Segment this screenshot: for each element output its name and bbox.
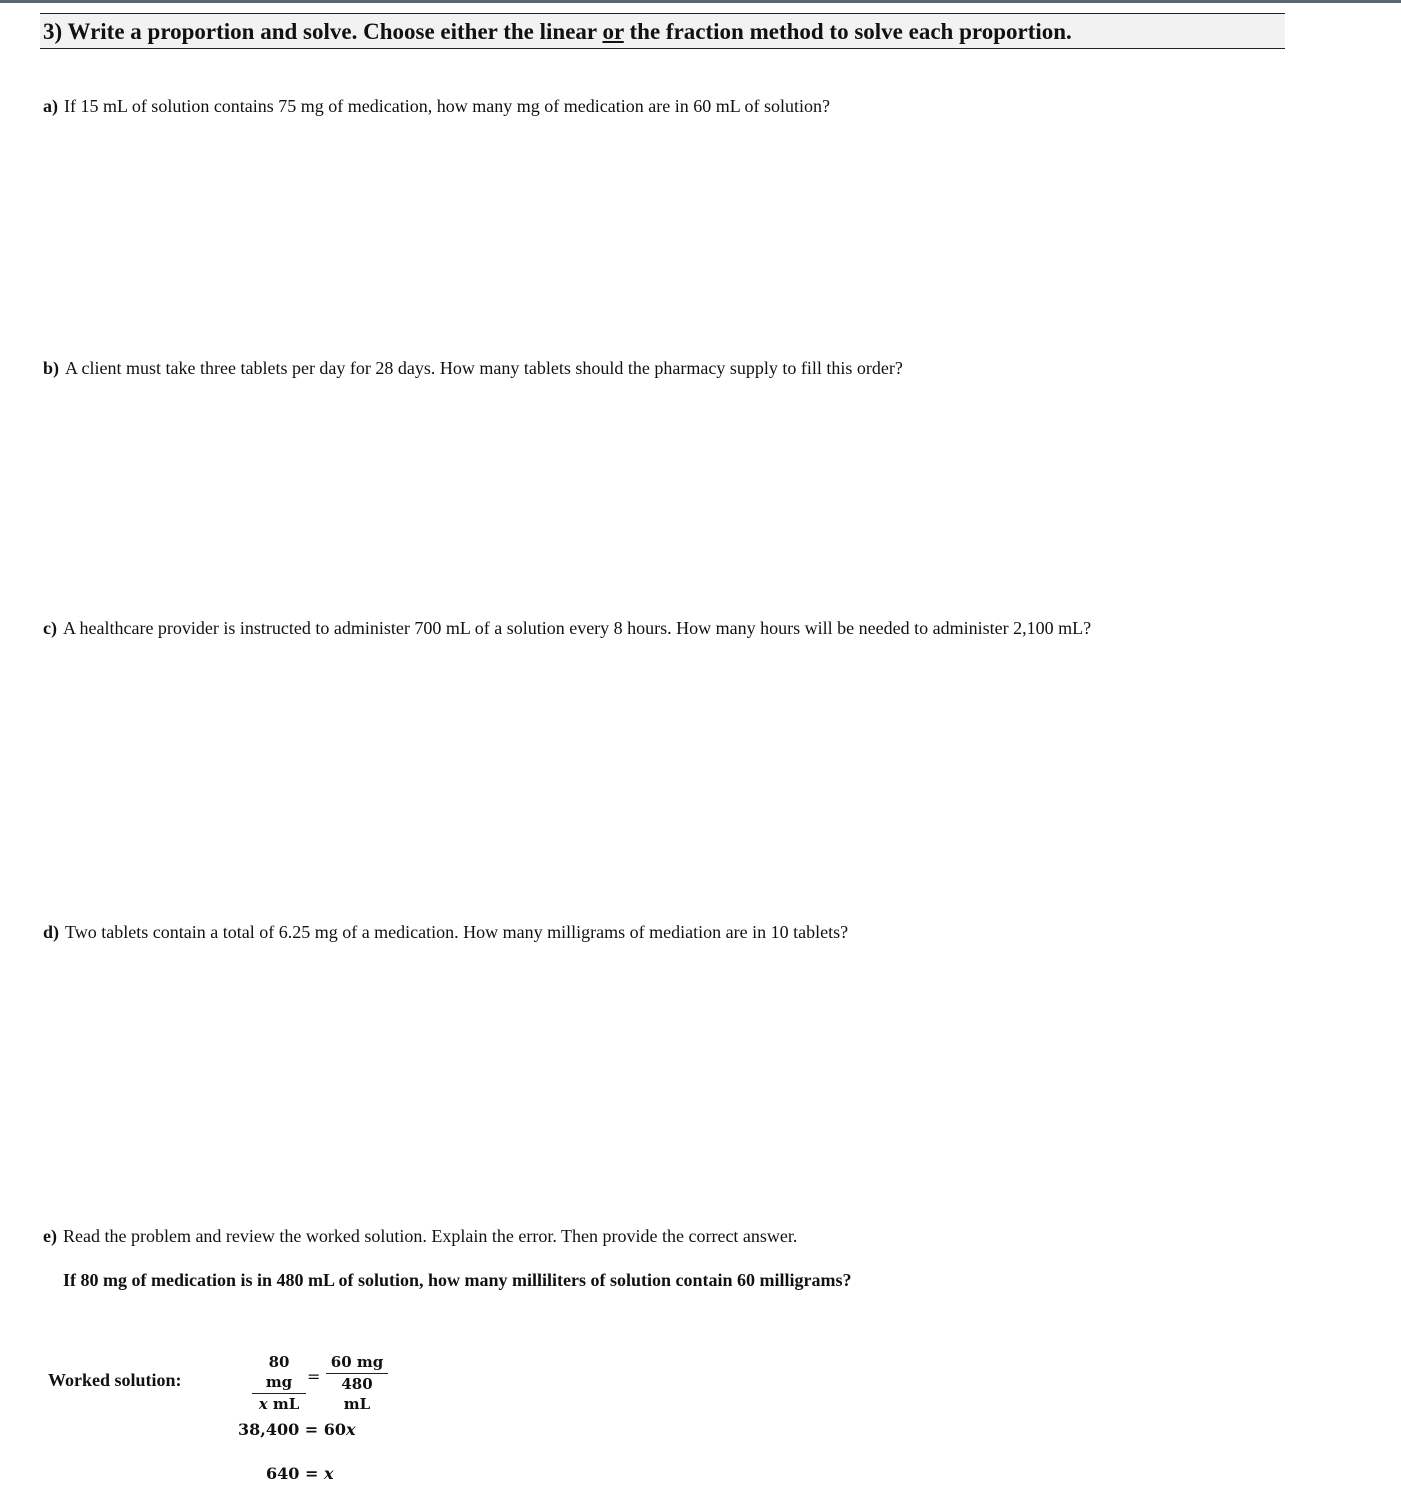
section-title-start: 3) Write a proportion and solve. Choose either the linear [43, 19, 603, 44]
section-title-end: the fraction method to solve each proportion. [623, 19, 1072, 44]
question-a-text: If 15 mL of solution contains 75 mg of medication, how many mg of medication are in 60 mL of solution? [64, 96, 831, 116]
section-title-underlined: or [602, 19, 624, 44]
solution-step-2 [266, 1463, 334, 1485]
step-2-variable: x [323, 1464, 334, 1483]
question-d [43, 920, 848, 944]
question-d-letter: d) [43, 922, 60, 942]
fraction-left-numerator: 80 mg [252, 1352, 306, 1394]
question-a [43, 94, 830, 118]
top-rule [0, 0, 1401, 3]
section-title [43, 17, 1072, 47]
question-c-letter: c) [43, 618, 57, 638]
question-e-text: Read the problem and review the worked solution. Explain the error. Then provide the correct answer. [62, 1226, 798, 1246]
fraction-left [252, 1352, 306, 1414]
step-2-equals: = [299, 1464, 324, 1483]
question-d-text: Two tablets contain a total of 6.25 mg of a medication. How many milligrams of mediation are in 10 tablets? [65, 922, 849, 942]
solution-step-1 [238, 1419, 356, 1441]
fraction-left-denominator [252, 1394, 306, 1414]
fraction-right-denominator: 480 mL [341, 1375, 373, 1413]
question-a-letter: a) [43, 96, 58, 116]
question-b-letter: b) [43, 358, 60, 378]
question-e-letter: e) [43, 1226, 57, 1246]
step-1-left: 38,400 [238, 1420, 300, 1439]
step-2-left: 640 [266, 1464, 300, 1483]
fraction-right [326, 1352, 388, 1414]
fraction-left-variable: x [258, 1395, 268, 1413]
question-c [43, 616, 1091, 640]
step-1-coefficient: 60 [323, 1420, 347, 1439]
equals-sign: = [307, 1367, 321, 1386]
question-b [43, 356, 903, 380]
fraction-right-numerator: 60 mg [326, 1352, 388, 1374]
question-b-text: A client must take three tablets per day for 28 days. How many tablets should the pharmacy supply to fill this order? [65, 358, 903, 378]
worked-solution-label: Worked solution: [48, 1370, 182, 1390]
fraction-left-unit: mL [267, 1395, 300, 1413]
question-c-text: A healthcare provider is instructed to administer 700 mL of a solution every 8 hours. How many hours will be needed to administer 2,100 mL? [62, 618, 1092, 638]
problem-e-statement: If 80 mg of medication is in 480 mL of solution, how many milliliters of solution contain 60 milligrams? [63, 1270, 852, 1290]
step-1-equals: = [299, 1420, 324, 1439]
question-e [43, 1224, 797, 1248]
step-1-variable: x [346, 1420, 356, 1439]
